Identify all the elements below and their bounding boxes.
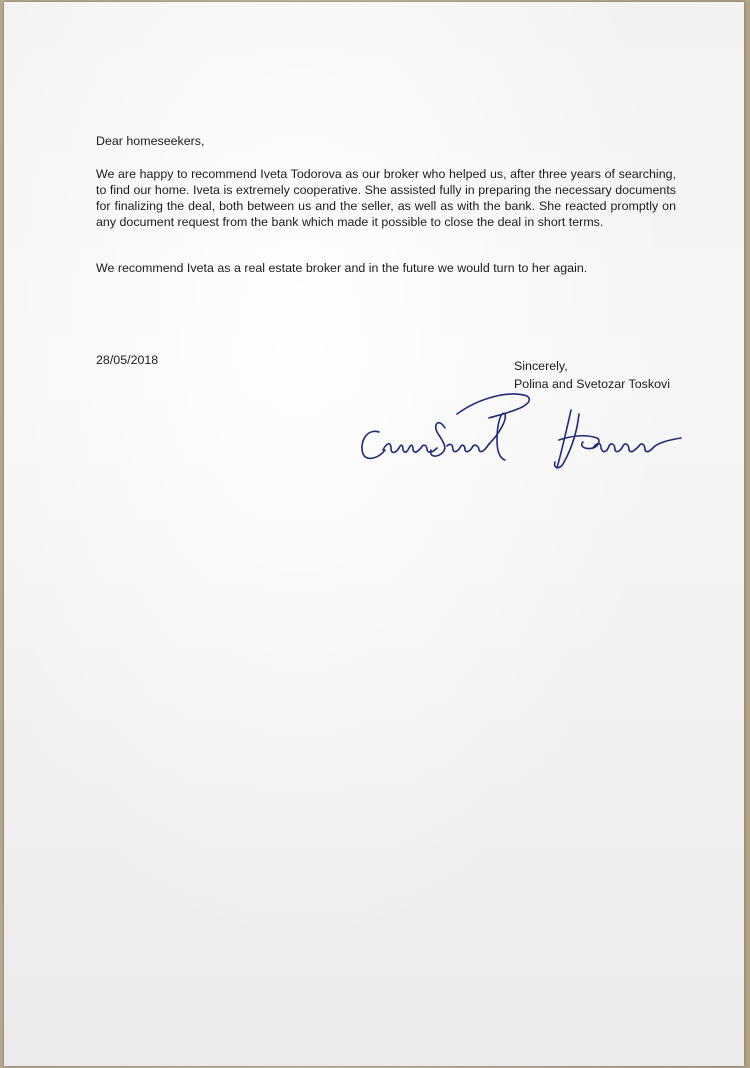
letter-date: 28/05/2018 <box>96 353 159 367</box>
signature-1-stroke <box>489 413 505 460</box>
handwritten-signatures <box>349 384 689 479</box>
closing: Sincerely, <box>514 359 568 373</box>
signature-1-stroke <box>362 431 385 458</box>
signature-2-stroke <box>593 438 681 452</box>
body-paragraph-2: We recommend Iveta as a real estate broker and in the future we would turn to her again. <box>96 261 588 275</box>
signature-1-stroke <box>447 444 489 452</box>
salutation: Dear homeseekers, <box>96 134 205 148</box>
signature-1-stroke <box>383 444 437 453</box>
signature-1-stroke <box>457 394 529 418</box>
body-paragraph-1: We are happy to recommend Iveta Todorova as our broker who helped us, after three years of searching, to find our home. Iveta is extremely cooperative. She assisted fully in preparing the necessary documents for finalizing the deal, both between us and the seller, as well as with the bank. She reacted promptly on any document request from the bank which made it possible to close the deal in short terms. <box>96 167 676 229</box>
letter-page <box>4 2 744 1066</box>
signer-names: Polina and Svetozar Toskovi <box>514 377 670 391</box>
signature-2-stroke <box>555 414 579 468</box>
